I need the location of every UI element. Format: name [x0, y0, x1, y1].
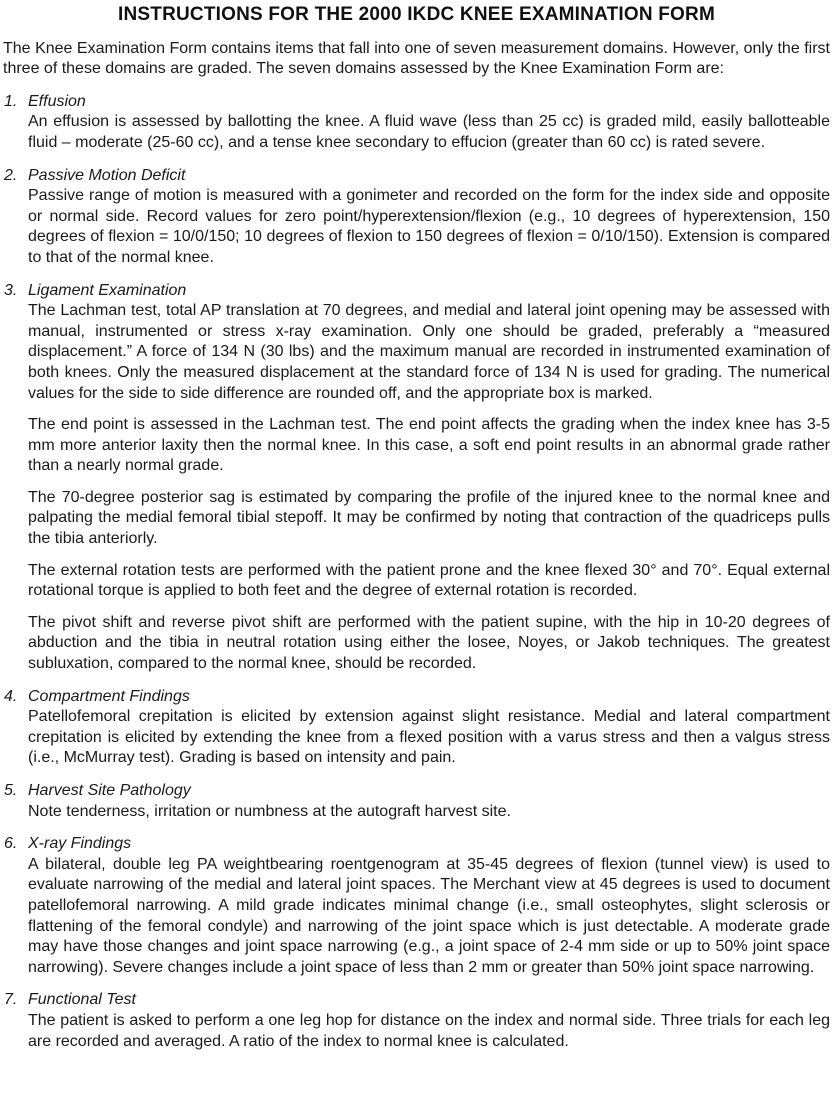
section-heading: Effusion: [28, 92, 86, 110]
section-heading-row: [4, 781, 830, 802]
section-heading-row: [4, 92, 830, 113]
section: [3, 990, 830, 1052]
section-heading-row: [4, 834, 830, 855]
section-number: 7.: [4, 991, 18, 1009]
section-paragraph: A bilateral, double leg PA weightbearing roentgenogram at 35-45 degrees of flexion (tunnel view) is used to evaluate narrowing of the medial and lateral joint spaces. The Merchant view at 45 degrees is used to document patellofemoral narrowing. A mild grade indicates minimal change (i.e., small osteophytes, slight sclerosis or flattening of the femoral condyle) and narrowing of the joint space which is just detectable. A moderate grade may have those changes and joint space narrowing (e.g., a joint space of 2-4 mm side or up to 50% joint space narrowing). Severe changes include a joint space of less than 2 mm or greater than 50% joint space narrowing.: [28, 855, 830, 976]
section-paragraph: The Lachman test, total AP translation at 70 degrees, and medial and lateral joint opening may be assessed with manual, instrumented or stress x-ray examination. Only one should be graded, preferably a “measured displacement.” A force of 134 N (30 lbs) and the maximum manual are recorded in instrumented examination of both knees. Only the measured displacement at the standard force of 134 N is used for grading. The numerical values for the side to side difference are rounded off, and the appropriate box is marked.: [28, 302, 830, 402]
sections-container: [3, 92, 830, 1052]
section: [3, 781, 830, 822]
section-heading-row: [4, 281, 830, 302]
section-paragraph: Note tenderness, irritation or numbness at the autograft harvest site.: [28, 802, 511, 820]
section-number: 5.: [4, 782, 18, 799]
section-paragraph: The end point is assessed in the Lachman test. The end point affects the grading when the index knee has 3-5 mm more anterior laxity then the normal knee. In this case, a soft end point results in an abnormal grade rather than a nearly normal grade.: [28, 416, 830, 475]
section: [3, 687, 830, 769]
section-paragraph: Patellofemoral crepitation is elicited by extension against slight resistance. Medial and lateral compartment crepitation is elicited by extending the knee from a flexed position with a varus stress and then a valgus stress (i.e., McMurray test). Grading is based on intensity and pain.: [28, 708, 830, 767]
section-heading-row: [4, 990, 830, 1011]
section-number: 4.: [4, 687, 18, 705]
section-number: 3.: [4, 281, 18, 299]
document-title: INSTRUCTIONS FOR THE 2000 IKDC KNEE EXAMINATION FORM: [118, 4, 715, 25]
section: [3, 281, 830, 675]
section-paragraph: The pivot shift and reverse pivot shift are performed with the patient supine, with the hip in 10-20 degrees of abduction and the tibia in neutral rotation using either the losee, Noyes, or Jakob techniques. The greatest subluxation, compared to the normal knee, should be recorded.: [28, 613, 830, 673]
section-paragraph: The patient is asked to perform a one leg hop for distance on the index and normal side. Three trials for each leg are recorded and averaged. A ratio of the index to normal knee is calculated.: [28, 1011, 830, 1050]
section-paragraph: The 70-degree posterior sag is estimated by comparing the profile of the injured knee to the normal knee and palpating the medial femoral tibial stepoff. It may be confirmed by noting that contraction of the quadriceps pulls the tibia anteriorly.: [28, 488, 830, 548]
section-number: 6.: [4, 835, 18, 853]
section-heading: Ligament Examination: [28, 281, 187, 299]
section-number: 2.: [4, 166, 18, 184]
intro-paragraph: The Knee Examination Form contains items that fall into one of seven measurement domains. However, only the first three of these domains are graded. The seven domains assessed by the Knee Examination Form are:: [3, 39, 830, 78]
section-heading: Harvest Site Pathology: [28, 782, 191, 799]
section-number: 1.: [4, 92, 18, 110]
section-paragraph: Passive range of motion is measured with a gonimeter and recorded on the form for the index side and opposite or normal side. Record values for zero point/hyperextension/flexion (e.g., 10 degrees of hyperextension, 150 degrees of flexion = 10/0/150; 10 degrees of flexion to 150 degrees of flexion = 0/10/150). Extension is compared to that of the normal knee.: [28, 187, 830, 266]
section: [3, 834, 830, 978]
section: [3, 166, 830, 269]
section-heading-row: [4, 687, 830, 708]
section-heading: Functional Test: [28, 991, 136, 1009]
section-heading: Compartment Findings: [28, 687, 190, 705]
section-heading-row: [4, 166, 830, 187]
section-heading: Passive Motion Deficit: [28, 166, 186, 184]
section: [3, 92, 830, 154]
section-paragraph: An effusion is assessed by ballotting the knee. A fluid wave (less than 25 cc) is graded mild, easily ballotteable fluid – moderate (25-60 cc), and a tense knee secondary to effucion (greater than 60 cc) is rated severe.: [28, 113, 830, 151]
section-heading: X-ray Findings: [28, 835, 132, 853]
section-paragraph: The external rotation tests are performed with the patient prone and the knee flexed 30° and 70°. Equal external rotational torque is applied to both feet and the degree of external rotation is recorded.: [28, 561, 830, 600]
